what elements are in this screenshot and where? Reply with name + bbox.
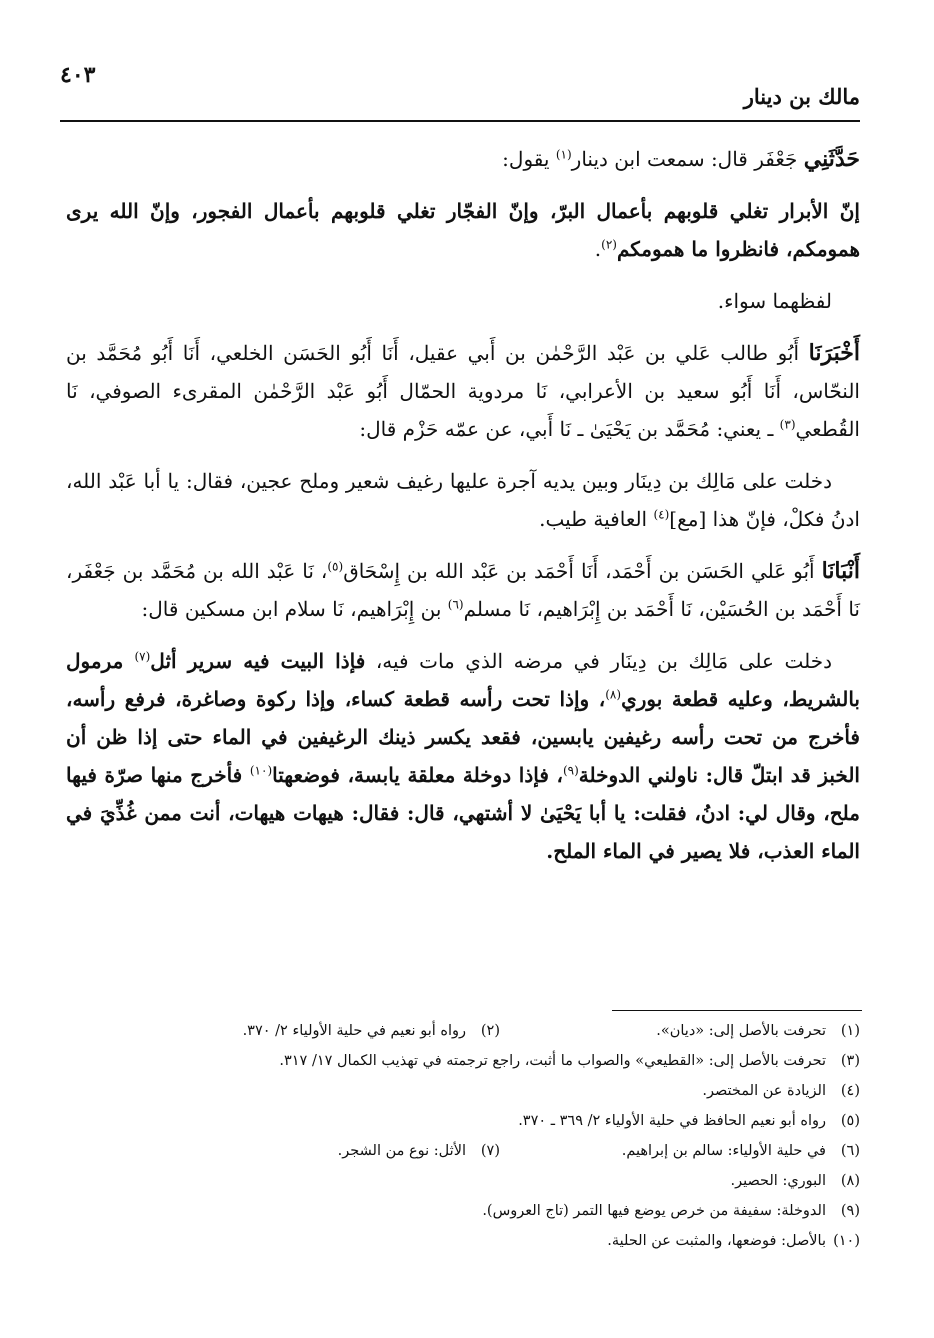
footnote-3	[279, 1046, 860, 1076]
text-segment: فإذا البيت فيه سرير أثل	[150, 649, 366, 673]
paragraph-7	[66, 642, 860, 870]
footnote-2	[243, 1016, 500, 1046]
footnote-6	[500, 1136, 860, 1166]
footnote-text: البوري: الحصير.	[730, 1173, 826, 1189]
footnote-row	[66, 1136, 860, 1166]
footnote-9	[482, 1196, 860, 1226]
text-segment: ، وإذا تحت رأسه قطعة كساء، وإذا ركوة وصاغرة، فرفع رأسه، فأخرج من تحت رأسه رغيفين يابسين، فقعد يكسر ذينك الرغيفين في الماء حتى إذا ظن أن الخبز قد ابتلّ قال: ناولني الدوخلة	[66, 687, 860, 787]
footnote-text: بالأصل: فوضعها، والمثبت عن الحلية.	[607, 1233, 826, 1249]
footnote-row	[66, 1016, 860, 1046]
footnote-ref[interactable]: (٧)	[134, 649, 151, 664]
footnote-text: في حلية الأولياء: سالم بن إبراهيم.	[621, 1143, 826, 1159]
paragraph-3	[66, 282, 860, 320]
footnote-ref[interactable]: (٦)	[447, 597, 464, 612]
footnote-number: (٨)	[840, 1173, 860, 1189]
footnote-number: (١)	[840, 1023, 860, 1039]
footnote-text: رواه أبو نعيم الحافظ في حلية الأولياء ٢/ ٣٦٩ ـ ٣٧٠.	[518, 1113, 826, 1129]
footnote-number: (٣)	[840, 1053, 860, 1069]
text-segment: جَعْفَر قال: سمعت ابن دينار	[571, 147, 804, 171]
footnote-rule	[612, 1010, 862, 1011]
footnote-number: (٩)	[840, 1203, 860, 1219]
footnote-ref[interactable]: (٣)	[779, 417, 796, 432]
text-segment: بن إِبْرَاهيم، نَا سلام ابن مسكين قال:	[141, 597, 448, 621]
paragraph-1	[66, 140, 860, 178]
footnote-text: رواه أبو نعيم في حلية الأولياء ٢/ ٣٧٠.	[242, 1023, 466, 1039]
footnote-ref[interactable]: (٤)	[653, 507, 670, 522]
footnote-number: (٢)	[480, 1023, 500, 1039]
text-segment: .	[594, 237, 602, 261]
footnote-8	[500, 1166, 860, 1196]
text-segment: مرمول بالشريط،	[66, 649, 860, 711]
footnote-1	[500, 1016, 860, 1046]
text-segment: العافية طيب.	[539, 507, 654, 531]
footnote-number: (١٠)	[833, 1233, 860, 1249]
footnote-text: الزيادة عن المختصر.	[702, 1083, 826, 1099]
footnote-5	[500, 1106, 860, 1136]
footnote-number: (٧)	[480, 1143, 500, 1159]
text-segment: دخلت على مَالِك بن دِينَار في مرضه الذي مات فيه،	[365, 649, 833, 673]
footnote-number: (٦)	[840, 1143, 860, 1159]
footnote-ref[interactable]: (٩)	[562, 763, 579, 778]
text-segment: إنّ الأبرار تغلي قلوبهم بأعمال البرّ، وإنّ الفجّار تغلي قلوبهم بأعمال الفجور، وإنّ الله يرى همومكم، فانظروا ما همومكم	[66, 199, 860, 261]
footnote-row	[66, 1226, 860, 1256]
footnote-4	[500, 1076, 860, 1106]
paragraph-4	[66, 334, 860, 448]
footnote-row	[66, 1166, 860, 1196]
narration-keyword: أَخْبَرَنَا	[808, 340, 860, 366]
text-segment: فأخرج منها صرّة فيها ملح، وقال لي: ادنُ، فقلت: يا أبا يَحْيَىٰ لا أشتهي، قال: فقال: هيهات هيهات، أنت ممن غُذِّيَ في الماء العذب، فلا يصير في الماء الملح.	[66, 763, 860, 863]
text-segment: لفظهما سواء.	[717, 289, 832, 313]
page-number: ٤٠٣	[60, 62, 96, 88]
narration-keyword: حَدَّثَنِي	[803, 146, 860, 172]
footnote-ref[interactable]: (١٠)	[249, 763, 273, 778]
footnote-number: (٥)	[840, 1113, 860, 1129]
paragraph-6	[66, 552, 860, 628]
footnote-text: تحرفت بالأصل إلى: «القطيعي» والصواب ما أثبت، راجع ترجمته في تهذيب الكمال ١٧/ ٣١٧.	[279, 1053, 826, 1069]
footnote-ref[interactable]: (٨)	[605, 687, 622, 702]
footnote-text: الأثل: نوع من الشجر.	[337, 1143, 466, 1159]
header-rule	[60, 120, 860, 122]
paragraph-2	[66, 192, 860, 268]
page-header	[60, 62, 860, 122]
footnote-row	[66, 1106, 860, 1136]
text-segment: دخلت على مَالِك بن دِينَار وبين يديه آجرة عليها رغيف شعير وملح عجين، فقال: يا أبا عَبْد الله، ادنُ فكلْ، فإنّ هذا [مع]	[66, 469, 860, 531]
footnote-row	[66, 1076, 860, 1106]
text-segment: ، نَا عَبْد الله بن مُحَمَّد بن جَعْفَر، نَا أَحْمَد بن الحُسَيْن، نَا أَحْمَد بن إِبْرَاهيم، نَا مسلم	[66, 559, 860, 621]
text-segment: وعليه قطعة بوري	[621, 687, 773, 711]
footnote-text: تحرفت بالأصل إلى: «ديان».	[656, 1023, 826, 1039]
footnote-7	[338, 1136, 500, 1166]
footnote-ref[interactable]: (٥)	[327, 559, 344, 574]
footnote-text: الدوخلة: سفيفة من خرص يوضع فيها التمر (تاج العروس).	[482, 1203, 826, 1219]
main-text	[66, 140, 860, 884]
text-segment: يقول:	[502, 147, 556, 171]
text-segment: أَبُو طالب عَلي بن عَبْد الرَّحْمٰن بن أَبي عقيل، أَنَا أَبُو الحَسَن الخلعي، أَنَا أَبُو مُحَمَّد بن النحّاس، أَنَا أَبُو سعيد بن الأعرابي، نَا مردوية الحمّال أَبُو عَبْد الرَّحْمٰن المقرىء الصوفي، نَا القُطعي	[66, 341, 860, 441]
footnote-ref[interactable]: (٢)	[601, 237, 617, 252]
footnotes	[66, 1016, 860, 1256]
narration-keyword: أَنْبَانَا	[821, 558, 861, 584]
running-title: مالك بن دينار	[743, 84, 860, 109]
footnote-ref[interactable]: (١)	[555, 147, 572, 162]
text-segment: ـ يعني: مُحَمَّد بن يَحْيَىٰ ـ نَا أَبي، عن عمّه حَزْم قال:	[359, 417, 780, 441]
footnote-row	[66, 1046, 860, 1076]
footnote-row	[66, 1196, 860, 1226]
paragraph-5	[66, 462, 860, 538]
text-segment: أَبُو عَلي الحَسَن بن أَحْمَد، أَنَا أَحْمَد بن عَبْد الله بن إِسْحَاق	[343, 559, 822, 583]
footnote-10	[500, 1226, 860, 1256]
text-segment: ، فإذا دوخلة معلقة يابسة، فوضعهتا	[272, 763, 563, 787]
footnote-number: (٤)	[840, 1083, 860, 1099]
